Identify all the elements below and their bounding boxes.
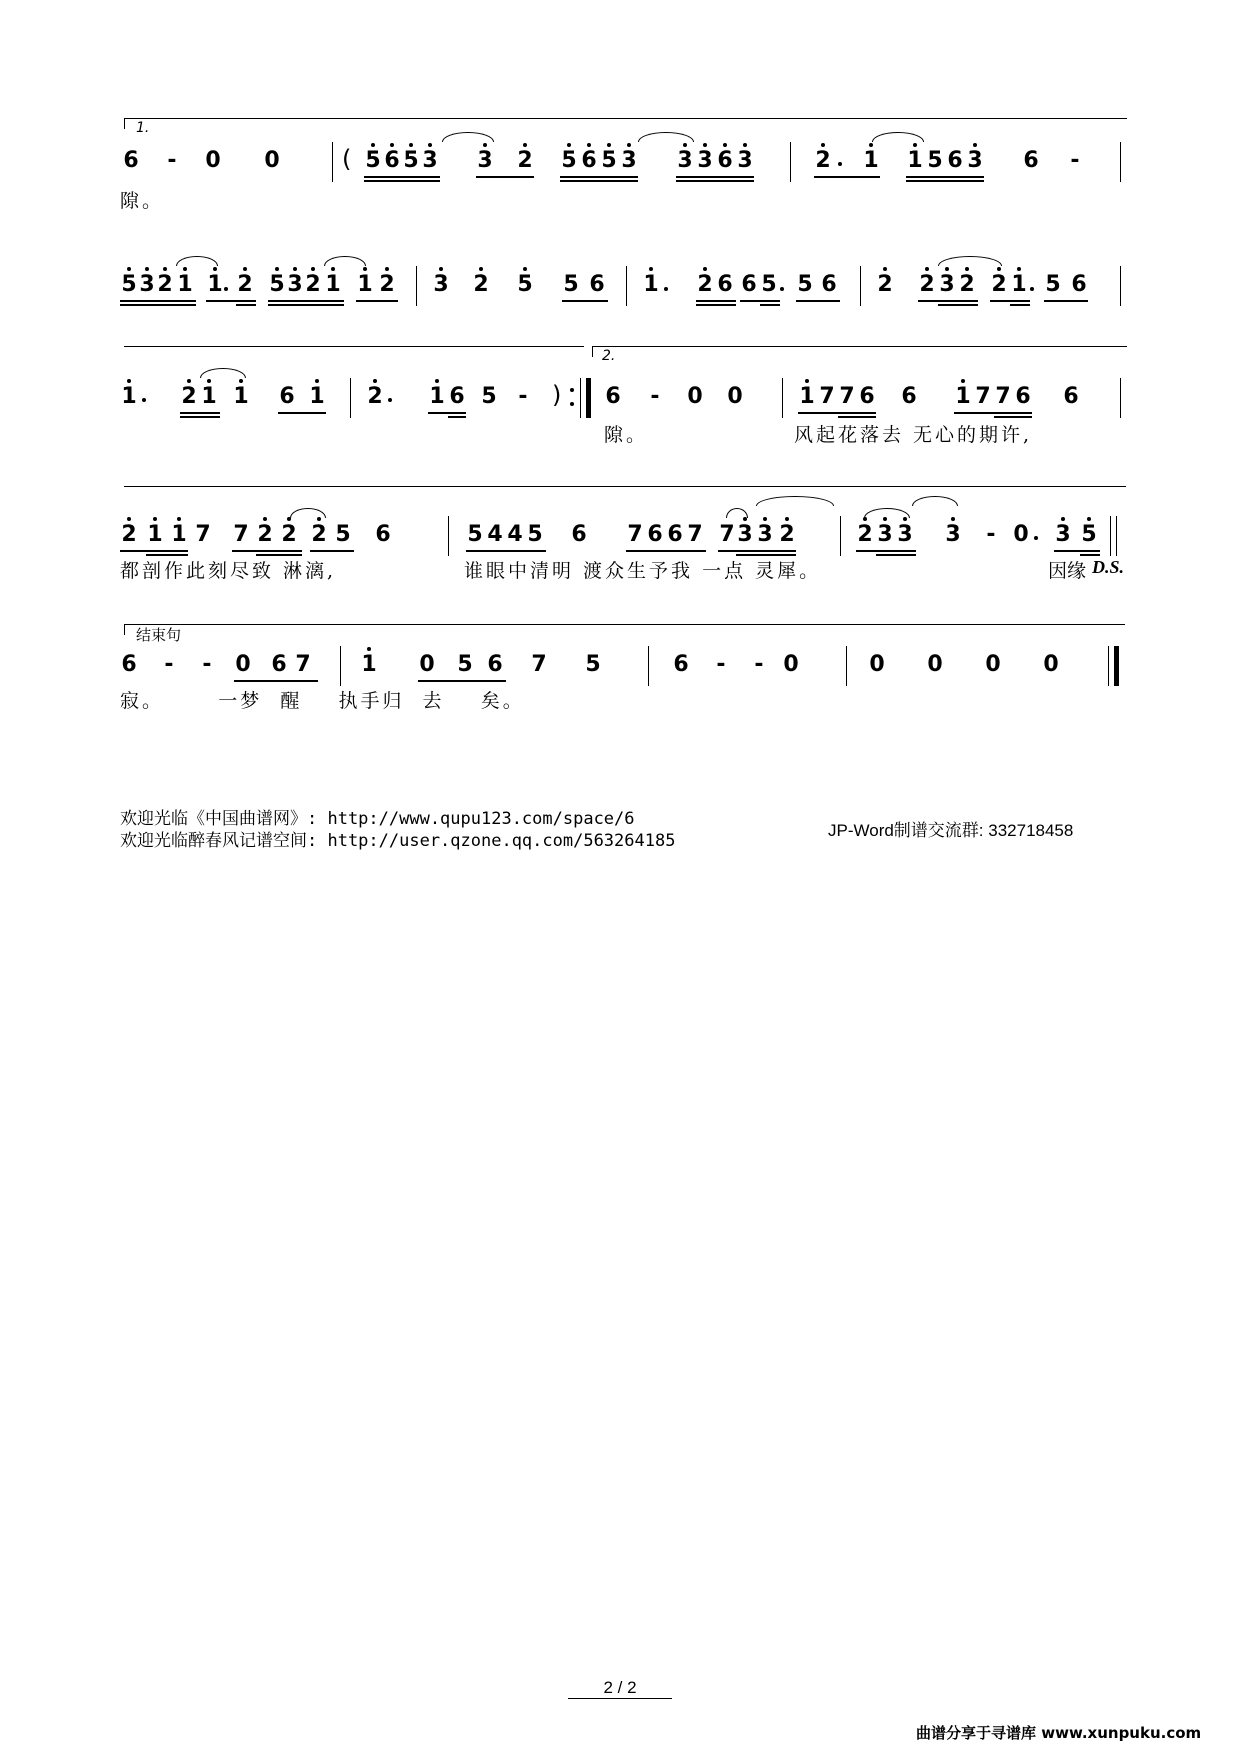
note: 7 xyxy=(195,522,211,547)
slur xyxy=(756,496,834,506)
note: 6 xyxy=(487,652,503,677)
underline xyxy=(798,412,876,414)
note: 7 xyxy=(839,384,855,409)
note: 0 xyxy=(205,148,221,173)
first-ending-label: 1. xyxy=(136,120,150,136)
note: 1 xyxy=(147,522,163,547)
underline xyxy=(954,412,1032,414)
note: 5 xyxy=(269,272,285,297)
note: 2 xyxy=(517,148,533,173)
note: 6 xyxy=(384,148,400,173)
note: 6 xyxy=(1063,384,1079,409)
note: 3 xyxy=(939,272,955,297)
note: 5 xyxy=(797,272,813,297)
underline xyxy=(278,412,326,414)
note: 1 xyxy=(325,272,341,297)
note: 1 xyxy=(863,148,879,173)
note: 6 xyxy=(647,522,663,547)
note: 1 xyxy=(643,272,659,297)
page-number-underline xyxy=(568,1698,672,1699)
slur xyxy=(938,256,1002,266)
note: 5 xyxy=(365,148,381,173)
note: 5 xyxy=(457,652,473,677)
underline xyxy=(560,180,638,182)
augmentation-dot xyxy=(1034,536,1038,540)
note: 7 xyxy=(531,652,547,677)
underline xyxy=(560,176,638,178)
note: 6 xyxy=(123,148,139,173)
underline xyxy=(676,176,754,178)
note: 2 xyxy=(877,272,893,297)
underline xyxy=(268,300,344,302)
note: 2 xyxy=(257,522,273,547)
underline xyxy=(236,304,256,306)
note: 0 xyxy=(985,652,1001,677)
underline xyxy=(696,304,736,306)
note: 5 xyxy=(527,522,543,547)
note: - xyxy=(1070,148,1080,173)
note: 3 xyxy=(139,272,155,297)
note: 6 xyxy=(589,272,605,297)
note: - xyxy=(164,652,174,677)
final-barline xyxy=(1114,646,1119,686)
barline xyxy=(580,378,581,418)
note: 3 xyxy=(737,522,753,547)
note: 3 xyxy=(697,148,713,173)
underline xyxy=(906,176,984,178)
note: 6 xyxy=(581,148,597,173)
note: - xyxy=(986,522,996,547)
note: 4 xyxy=(507,522,523,547)
note: 1 xyxy=(233,384,249,409)
section-rule xyxy=(124,346,584,347)
note: 5 xyxy=(1045,272,1061,297)
note: 6 xyxy=(821,272,837,297)
slur xyxy=(638,132,694,142)
note: 1 xyxy=(357,272,373,297)
note: - xyxy=(202,652,212,677)
note: 6 xyxy=(571,522,587,547)
footer-site-link: 欢迎光临《中国曲谱网》: http://www.qupu123.com/space/6 xyxy=(120,809,635,829)
note: 0 xyxy=(419,652,435,677)
note: 0 xyxy=(264,148,280,173)
note: 1 xyxy=(907,148,923,173)
underline xyxy=(856,550,916,552)
note: 5 xyxy=(601,148,617,173)
barline xyxy=(350,378,351,418)
underline xyxy=(466,550,546,552)
note: 3 xyxy=(422,148,438,173)
section-rule xyxy=(124,486,1126,487)
note: 6 xyxy=(1023,148,1039,173)
underline xyxy=(696,300,736,302)
note: 2 xyxy=(305,272,321,297)
underline xyxy=(796,300,840,302)
note: 0 xyxy=(1013,522,1029,547)
underline xyxy=(740,300,780,302)
note: 2 xyxy=(857,522,873,547)
slur xyxy=(864,508,910,518)
underline xyxy=(814,176,880,178)
note: 3 xyxy=(621,148,637,173)
note: 5 xyxy=(481,384,497,409)
augmentation-dot xyxy=(224,287,228,291)
note: 2 xyxy=(919,272,935,297)
note: 0 xyxy=(927,652,943,677)
note: 3 xyxy=(897,522,913,547)
repeat-dot xyxy=(570,388,574,392)
augmentation-dot xyxy=(388,398,392,402)
note: 7 xyxy=(687,522,703,547)
note: 7 xyxy=(975,384,991,409)
footer-space-link: 欢迎光临醉春风记谱空间: http://user.qzone.qq.com/563264185 xyxy=(120,831,676,851)
note: - xyxy=(167,148,177,173)
barline xyxy=(860,266,861,306)
note: 7 xyxy=(627,522,643,547)
note: 3 xyxy=(477,148,493,173)
note: 6 xyxy=(605,384,621,409)
underline xyxy=(364,176,440,178)
note: 1 xyxy=(955,384,971,409)
underline xyxy=(718,550,796,552)
underline xyxy=(180,412,220,414)
note: 0 xyxy=(869,652,885,677)
second-ending-bracket xyxy=(592,346,1127,357)
underline xyxy=(476,176,534,178)
barline xyxy=(648,646,649,686)
lyrics-row-3b: 风起花落去 无心的期许, xyxy=(794,424,1033,446)
barline xyxy=(782,378,783,418)
paren-close: ) xyxy=(552,381,562,409)
note: 3 xyxy=(433,272,449,297)
footer-qq-group: JP-Word制谱交流群: 332718458 xyxy=(828,821,1074,840)
augmentation-dot xyxy=(780,287,784,291)
underline xyxy=(1044,300,1088,302)
note: 5 xyxy=(927,148,943,173)
note: 7 xyxy=(819,384,835,409)
note: 2 xyxy=(311,522,327,547)
note: 2 xyxy=(379,272,395,297)
note: 0 xyxy=(687,384,703,409)
note: 5 xyxy=(761,272,777,297)
underline xyxy=(1010,304,1030,306)
note: 3 xyxy=(677,148,693,173)
note: - xyxy=(754,652,764,677)
note: 3 xyxy=(737,148,753,173)
barline xyxy=(626,266,627,306)
underline xyxy=(310,550,354,552)
note: 6 xyxy=(717,272,733,297)
note: 2 xyxy=(815,148,831,173)
lyrics-row-4b: 谁眼中清明 渡众生予我 一点 灵犀。 xyxy=(464,560,822,582)
barline xyxy=(1120,266,1121,306)
note: 0 xyxy=(235,652,251,677)
augmentation-dot xyxy=(838,162,842,166)
note: 6 xyxy=(741,272,757,297)
underline xyxy=(180,416,220,418)
barline xyxy=(1120,378,1121,418)
note: 3 xyxy=(757,522,773,547)
lyrics-row-4c: 因缘 xyxy=(1048,560,1087,582)
repeat-barline xyxy=(586,378,591,418)
note: 1 xyxy=(207,272,223,297)
barline xyxy=(846,646,847,686)
underline xyxy=(448,416,466,418)
first-ending-bracket xyxy=(124,118,1127,129)
barline xyxy=(332,142,333,182)
slur xyxy=(912,496,958,506)
note: 6 xyxy=(279,384,295,409)
barline xyxy=(416,266,417,306)
note: 6 xyxy=(1015,384,1031,409)
note: 6 xyxy=(859,384,875,409)
underline xyxy=(906,180,984,182)
note: 6 xyxy=(121,652,137,677)
brand-footer: 曲谱分享于寻谱库 www.xunpuku.com xyxy=(916,1724,1202,1742)
augmentation-dot xyxy=(1030,287,1034,291)
note: 6 xyxy=(1071,272,1087,297)
note: 2 xyxy=(157,272,173,297)
note: 1 xyxy=(799,384,815,409)
note: 5 xyxy=(467,522,483,547)
underline xyxy=(876,554,916,556)
coda-bracket xyxy=(124,624,1125,635)
note: 0 xyxy=(783,652,799,677)
lyrics-row-5: 寂。 一梦 醒 执手归 去 矣。 xyxy=(120,690,525,712)
underline xyxy=(232,550,302,552)
note: 5 xyxy=(563,272,579,297)
note: 2 xyxy=(237,272,253,297)
note: 5 xyxy=(121,272,137,297)
barline xyxy=(1108,646,1109,686)
underline xyxy=(268,304,344,306)
note: 2 xyxy=(473,272,489,297)
slur xyxy=(324,256,366,266)
augmentation-dot xyxy=(142,398,146,402)
note: 6 xyxy=(901,384,917,409)
augmentation-dot xyxy=(664,287,668,291)
underline xyxy=(760,304,780,306)
underline xyxy=(918,300,978,302)
underline xyxy=(994,416,1032,418)
note: 3 xyxy=(945,522,961,547)
note: 4 xyxy=(487,522,503,547)
note: 3 xyxy=(287,272,303,297)
underline xyxy=(1054,550,1100,552)
underline xyxy=(120,304,196,306)
underline xyxy=(838,416,876,418)
underline xyxy=(418,680,506,682)
underline xyxy=(206,300,256,302)
note: 1 xyxy=(121,384,137,409)
note: 1 xyxy=(429,384,445,409)
page-number xyxy=(568,1678,672,1698)
note: 1 xyxy=(201,384,217,409)
note: 7 xyxy=(233,522,249,547)
note: 2 xyxy=(281,522,297,547)
barline xyxy=(340,646,341,686)
underline xyxy=(562,300,608,302)
second-ending-label: 2. xyxy=(602,348,616,364)
note: 5 xyxy=(335,522,351,547)
note: 0 xyxy=(727,384,743,409)
note: 2 xyxy=(779,522,795,547)
barline xyxy=(1116,516,1117,556)
note: 6 xyxy=(375,522,391,547)
note: 2 xyxy=(181,384,197,409)
barline xyxy=(790,142,791,182)
note: 1 xyxy=(1011,272,1027,297)
underline xyxy=(990,300,1030,302)
barline xyxy=(1110,516,1111,556)
note: 6 xyxy=(947,148,963,173)
slur xyxy=(290,508,326,518)
slur xyxy=(872,132,924,142)
slur xyxy=(726,508,748,518)
barline xyxy=(448,516,449,556)
note: 3 xyxy=(877,522,893,547)
underline xyxy=(676,180,754,182)
note: 2 xyxy=(959,272,975,297)
underline xyxy=(626,550,706,552)
slur xyxy=(442,132,494,142)
note: 6 xyxy=(717,148,733,173)
note: 6 xyxy=(673,652,689,677)
note: 2 xyxy=(367,384,383,409)
note: 0 xyxy=(1043,652,1059,677)
note: 6 xyxy=(449,384,465,409)
note: 1 xyxy=(177,272,193,297)
note: - xyxy=(518,384,528,409)
slur xyxy=(176,256,218,266)
note: 7 xyxy=(995,384,1011,409)
note: 5 xyxy=(403,148,419,173)
lyrics-row-3a: 隙。 xyxy=(604,424,649,446)
note: 3 xyxy=(1055,522,1071,547)
underline xyxy=(120,300,196,302)
lyrics-row-4a: 都剖作此刻尽致 淋漓, xyxy=(120,560,337,582)
underline xyxy=(428,412,466,414)
note: 7 xyxy=(719,522,735,547)
note: 2 xyxy=(121,522,137,547)
underline xyxy=(938,304,978,306)
note: 2 xyxy=(991,272,1007,297)
note: 1 xyxy=(361,652,377,677)
coda-label: 结束句 xyxy=(136,626,182,644)
note: 5 xyxy=(561,148,577,173)
page-number-text: 2 / 2 xyxy=(603,1678,637,1697)
note: 7 xyxy=(295,652,311,677)
slur xyxy=(200,368,246,378)
underline xyxy=(120,550,188,552)
note: 6 xyxy=(271,652,287,677)
note: 6 xyxy=(667,522,683,547)
note: 1 xyxy=(309,384,325,409)
note: 5 xyxy=(517,272,533,297)
note: 3 xyxy=(967,148,983,173)
barline xyxy=(1120,142,1121,182)
underline xyxy=(356,300,398,302)
note: 5 xyxy=(585,652,601,677)
note: 5 xyxy=(1081,522,1097,547)
barline xyxy=(840,516,841,556)
note: - xyxy=(650,384,660,409)
note: - xyxy=(716,652,726,677)
repeat-dot xyxy=(570,402,574,406)
note: 2 xyxy=(697,272,713,297)
underline xyxy=(364,180,440,182)
lyrics-row-1: 隙。 xyxy=(120,190,165,212)
underline xyxy=(234,680,318,682)
note: 1 xyxy=(171,522,187,547)
dal-segno-mark: D.S. xyxy=(1092,557,1125,577)
paren-open: ( xyxy=(342,145,352,173)
